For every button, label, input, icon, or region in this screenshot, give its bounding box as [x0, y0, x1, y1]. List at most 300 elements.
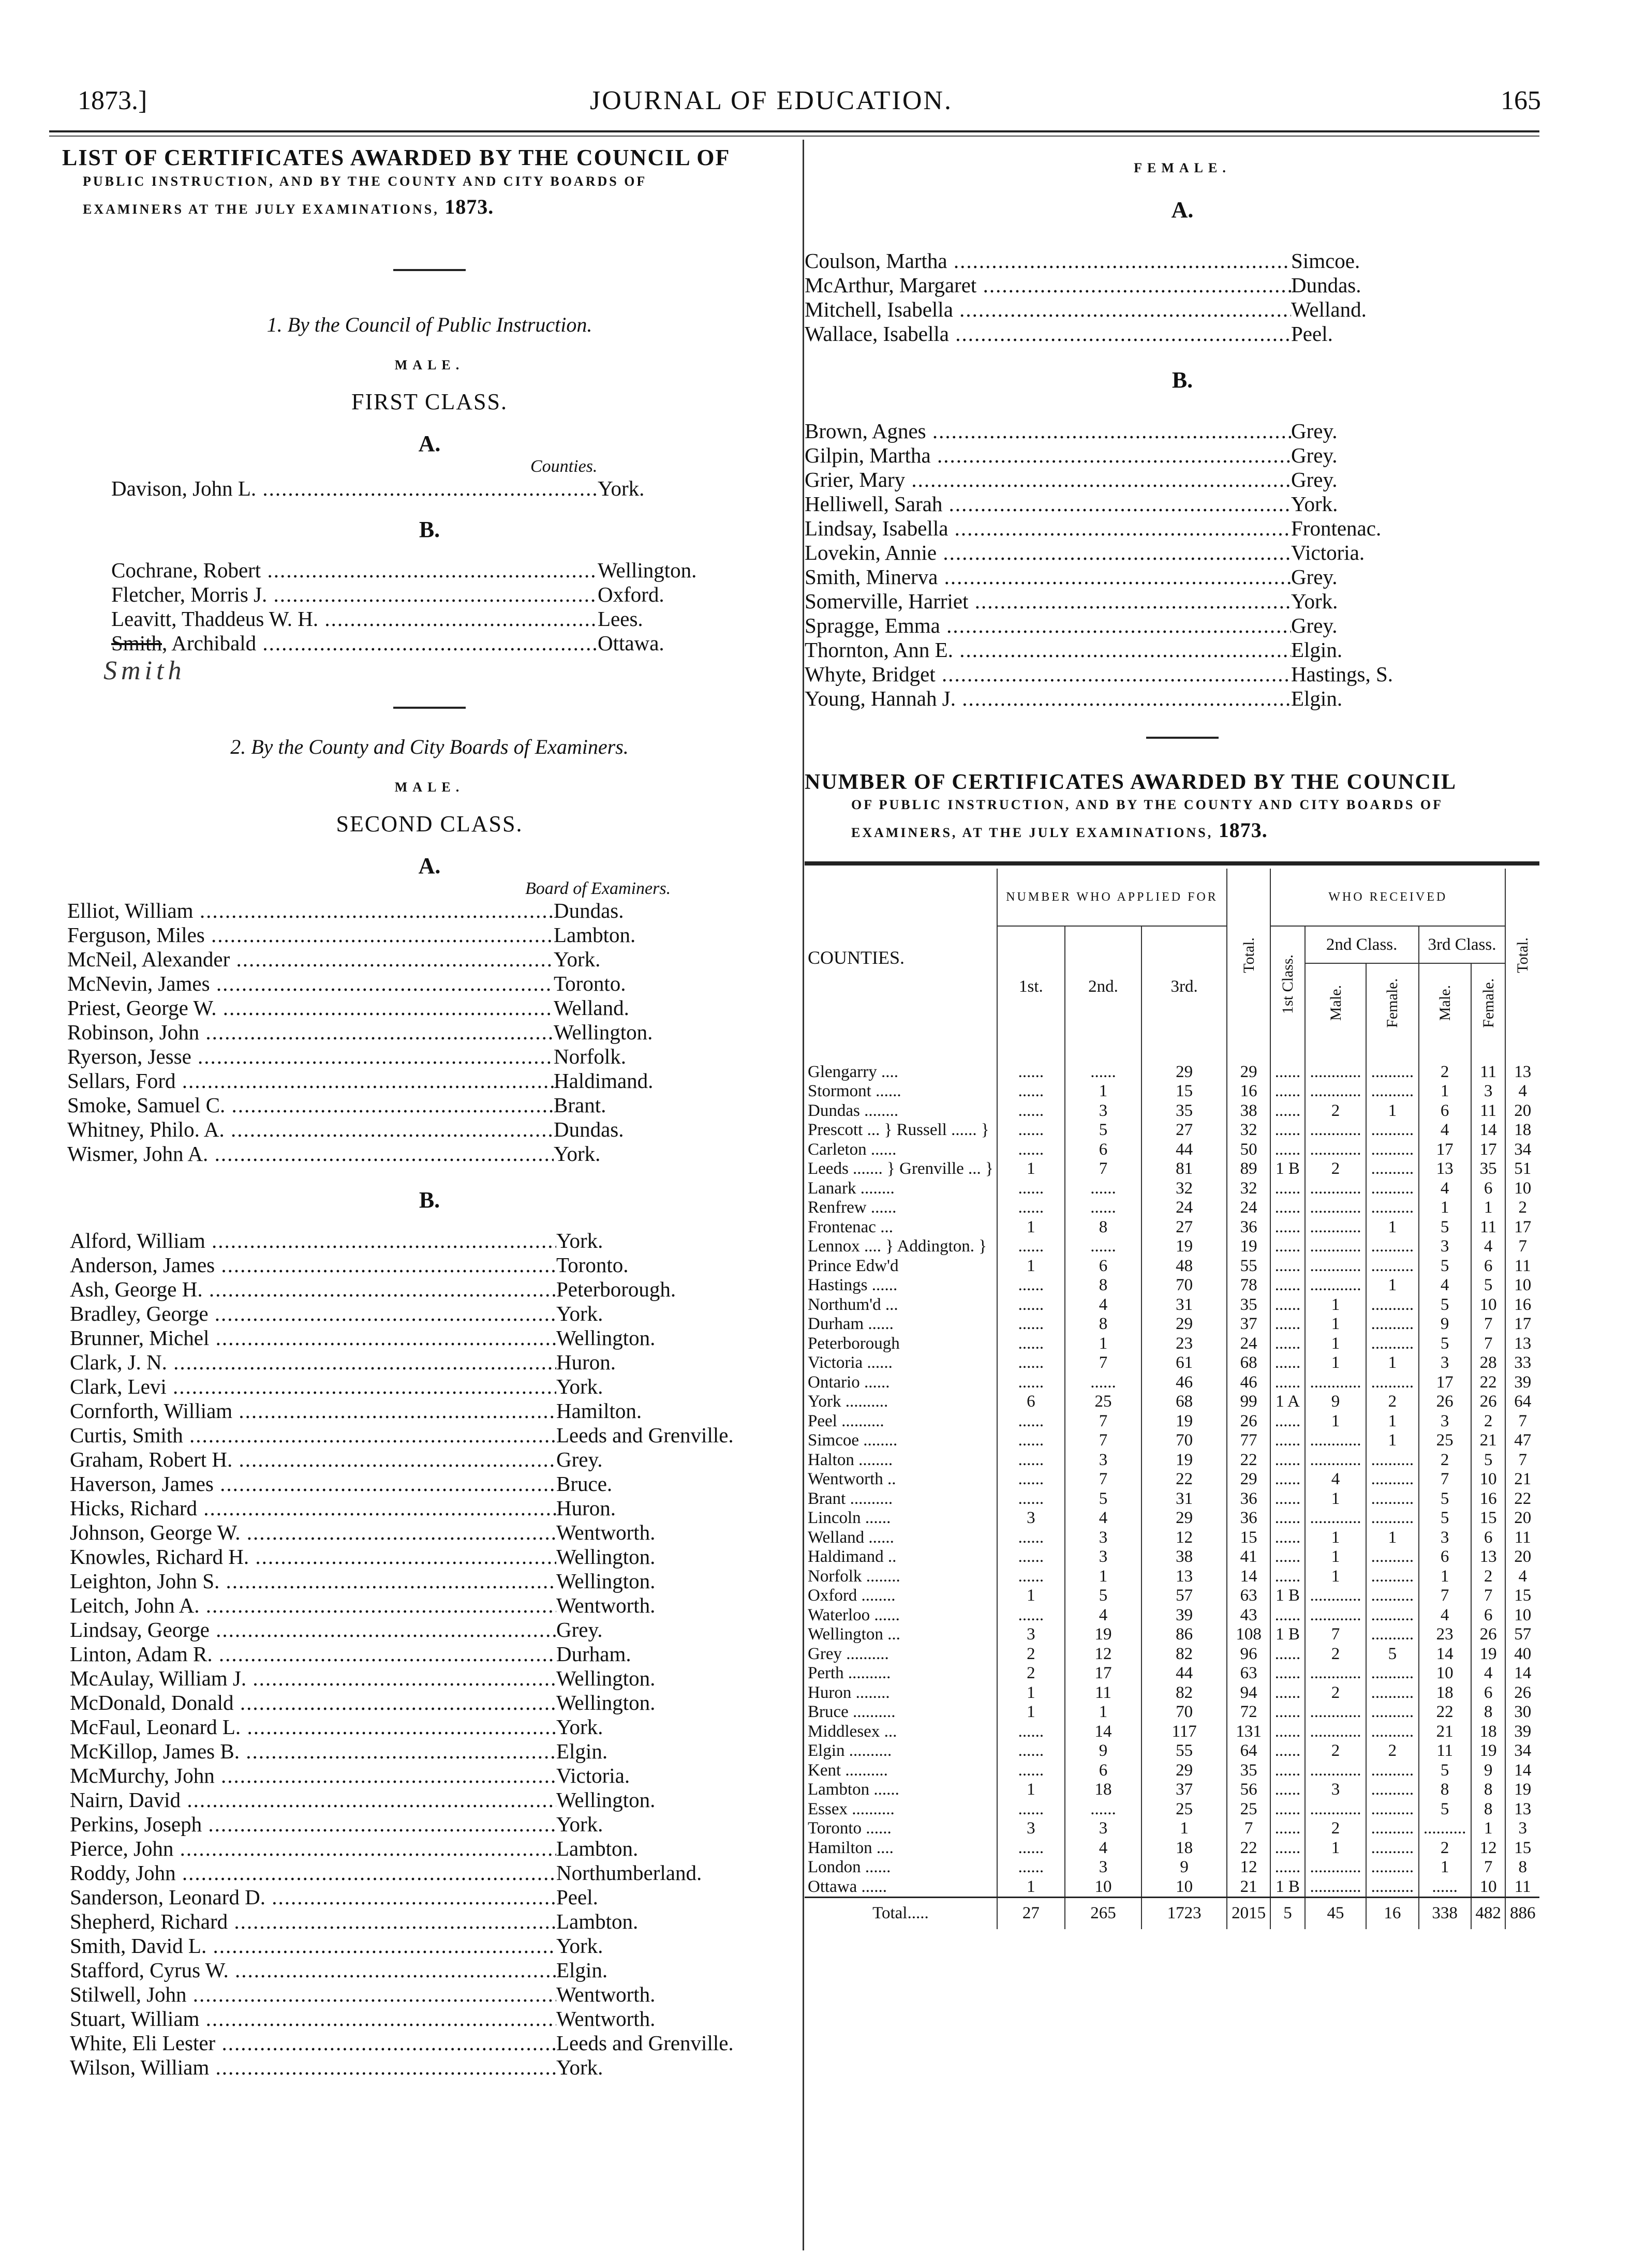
cell-applied-2nd: 7 — [1065, 1470, 1141, 1489]
list-item — [70, 2055, 797, 2080]
cell-first-class: ...... — [1270, 1644, 1305, 1664]
cell-received-total: 10 — [1505, 1605, 1539, 1625]
cell-second-male: ............ — [1305, 1062, 1367, 1082]
cell-third-female: 12 — [1471, 1838, 1506, 1858]
cell-applied-1st: ...... — [997, 1431, 1065, 1451]
cell-applied-3rd: 37 — [1141, 1780, 1227, 1800]
list-item — [111, 558, 797, 583]
cell-county: Brant .......... — [808, 1489, 893, 1508]
list-subtitle-2 — [62, 191, 797, 222]
cell-applied-1st: ...... — [997, 1566, 1065, 1586]
cell-received-total: 886 — [1505, 1897, 1539, 1929]
cell-received-total: 22 — [1505, 1489, 1539, 1509]
cell-applied-2nd: ...... — [1065, 1372, 1141, 1392]
cell-applied-1st: ...... — [997, 1411, 1065, 1431]
cell-applied-3rd: 48 — [1141, 1256, 1227, 1276]
entry-name: Cornforth, William ..... — [70, 1399, 556, 1423]
struck-entry-name — [111, 631, 598, 655]
cell-third-female: 35 — [1471, 1159, 1506, 1179]
list-item — [70, 1593, 797, 1618]
cell-second-male: ............ — [1305, 1605, 1367, 1625]
cell-third-male: 13 — [1419, 1159, 1471, 1179]
entry-place: Wellington. — [556, 1544, 656, 1569]
th-2nd-class: 2nd Class. — [1305, 926, 1419, 963]
cell-applied-1st: ...... — [997, 1547, 1065, 1567]
list-item — [70, 1520, 797, 1545]
cell-applied-2nd: ...... — [1065, 1799, 1141, 1819]
spacer-cell — [1305, 1047, 1367, 1062]
entry-name: Spragge, Emma ..... — [805, 614, 1291, 638]
list-item — [70, 1885, 797, 1909]
list-item — [70, 1837, 797, 1861]
cell-second-male: ............ — [1305, 1121, 1367, 1140]
th-3rd-class: 3rd Class. — [1419, 926, 1506, 963]
cell-received-total: 7 — [1505, 1450, 1539, 1470]
entry-place: Wellington. — [556, 1787, 656, 1812]
cell-third-female: 6 — [1471, 1178, 1506, 1198]
entry-name: Priest, George W. ..... — [67, 996, 554, 1020]
cell-applied-2nd: 12 — [1065, 1644, 1141, 1664]
entry-name: Linton, Adam R. ..... — [70, 1642, 556, 1666]
cell-first-class: ...... — [1270, 1372, 1305, 1392]
list-item — [70, 1302, 797, 1326]
cell-first-class: ...... — [1270, 1664, 1305, 1683]
entry-place: Wellington. — [556, 1569, 656, 1593]
cell-second-female: 1 — [1366, 1101, 1418, 1121]
cell-county: Wentworth .. — [808, 1470, 896, 1489]
cell-first-class: ...... — [1270, 1509, 1305, 1528]
table-row — [805, 1276, 1539, 1295]
cell-applied-total: 7 — [1227, 1819, 1270, 1839]
entry-place: Lambton. — [554, 922, 636, 947]
cell-first-class: ...... — [1270, 1838, 1305, 1858]
entry-place: Elgin. — [556, 1739, 608, 1763]
cell-third-female: 14 — [1471, 1121, 1506, 1140]
cell-applied-3rd: 31 — [1141, 1489, 1227, 1509]
cell-second-male: ............ — [1305, 1722, 1367, 1741]
cell-first-class: ...... — [1270, 1780, 1305, 1800]
cell-applied-total: 38 — [1227, 1101, 1270, 1121]
table-row — [805, 1819, 1539, 1839]
cell-second-female: .......... — [1366, 1722, 1418, 1741]
cell-first-class: ...... — [1270, 1431, 1305, 1451]
cell-applied-3rd: 31 — [1141, 1295, 1227, 1315]
cell-second-male: ............ — [1305, 1431, 1367, 1451]
cell-second-female: .......... — [1366, 1315, 1418, 1334]
cell-second-male: 1 — [1305, 1295, 1367, 1315]
entry-name: McNevin, James ..... — [67, 972, 554, 996]
list-item — [70, 1496, 797, 1520]
cell-applied-total: 41 — [1227, 1547, 1270, 1567]
cell-third-female: 8 — [1471, 1780, 1506, 1800]
cell-second-male: 1 — [1305, 1334, 1367, 1353]
cell-third-female: 2 — [1471, 1411, 1506, 1431]
cell-third-female: 11 — [1471, 1101, 1506, 1121]
cell-third-female: 16 — [1471, 1489, 1506, 1509]
cell-second-female: .......... — [1366, 1566, 1418, 1586]
cell-applied-1st: ...... — [997, 1489, 1065, 1509]
cell-applied-3rd: 70 — [1141, 1703, 1227, 1722]
cell-county: Dundas ........ — [808, 1101, 899, 1120]
cell-applied-1st: ...... — [997, 1178, 1065, 1198]
cell-applied-3rd: 15 — [1141, 1082, 1227, 1101]
cell-county: Lincoln ...... — [808, 1509, 891, 1528]
table-title: NUMBER OF CERTIFICATES AWARDED BY THE COUNCIL — [805, 770, 1457, 794]
table-row — [805, 1159, 1539, 1179]
entry-name: Elliot, William ..... — [67, 899, 554, 923]
entry-place: York. — [1291, 589, 1338, 613]
cell-received-total: 14 — [1505, 1664, 1539, 1683]
entry-name: Stilwell, John ..... — [70, 1982, 556, 2007]
cell-second-female: .......... — [1366, 1509, 1418, 1528]
handwritten-annotation: Smith — [103, 655, 186, 685]
table-top-rule — [805, 861, 1539, 866]
cell-applied-2nd: 6 — [1065, 1760, 1141, 1780]
header-rule — [49, 130, 1539, 132]
entry-place: Dundas. — [1291, 273, 1361, 297]
cell-third-male: 6 — [1419, 1101, 1471, 1121]
cell-second-female: .......... — [1366, 1877, 1418, 1897]
cell-second-male: ............ — [1305, 1450, 1367, 1470]
cell-applied-2nd: ...... — [1065, 1178, 1141, 1198]
cell-received-total: 40 — [1505, 1644, 1539, 1664]
cell-applied-total: 36 — [1227, 1509, 1270, 1528]
cell-county: Grey .......... — [808, 1644, 889, 1663]
entry-name: Hicks, Richard ..... — [70, 1496, 556, 1520]
cell-received-total: 57 — [1505, 1625, 1539, 1645]
spacer-cell — [805, 1047, 997, 1062]
entry-place: Elgin. — [556, 1958, 608, 1982]
cell-applied-3rd: 27 — [1141, 1121, 1227, 1140]
cell-applied-1st: ...... — [997, 1334, 1065, 1353]
cell-first-class: ...... — [1270, 1683, 1305, 1703]
list-item — [805, 516, 1560, 541]
cell-applied-3rd: 24 — [1141, 1198, 1227, 1218]
cell-second-male: 2 — [1305, 1819, 1367, 1839]
cell-second-male: ............ — [1305, 1082, 1367, 1101]
cell-county: Kent .......... — [808, 1760, 888, 1780]
cell-applied-3rd: 1 — [1141, 1819, 1227, 1839]
table-row — [805, 1295, 1539, 1315]
cell-first-class: ...... — [1270, 1178, 1305, 1198]
cell-applied-1st: 1 — [997, 1683, 1065, 1703]
cell-applied-2nd: 7 — [1065, 1353, 1141, 1373]
cell-county: Prescott ... } Russell ...... } — [808, 1121, 989, 1140]
cell-received-total: 7 — [1505, 1237, 1539, 1257]
table-row — [805, 1178, 1539, 1198]
entry-place: Elgin. — [1291, 687, 1343, 710]
cell-county: Oxford ........ — [808, 1586, 896, 1605]
cell-second-female: .......... — [1366, 1489, 1418, 1509]
cell-applied-3rd: 23 — [1141, 1334, 1227, 1353]
cell-third-female: 26 — [1471, 1392, 1506, 1412]
entry-name: Brunner, Michel ..... — [70, 1326, 556, 1350]
cell-second-male: 2 — [1305, 1101, 1367, 1121]
cell-applied-1st: ...... — [997, 1276, 1065, 1295]
cell-received-total: 15 — [1505, 1586, 1539, 1606]
cell-first-class: ...... — [1270, 1799, 1305, 1819]
cell-applied-1st: ...... — [997, 1237, 1065, 1257]
entry-name: Ash, George H. ..... — [70, 1277, 556, 1302]
female-b-heading: B. — [1172, 367, 1193, 393]
cell-third-male: 23 — [1419, 1625, 1471, 1645]
cell-applied-1st: ...... — [997, 1082, 1065, 1101]
first-class-b-heading: B. — [419, 516, 440, 542]
section-1-heading: 1. By the Council of Public Instruction. — [266, 312, 592, 336]
cell-applied-2nd: 7 — [1065, 1431, 1141, 1451]
list-item — [70, 1423, 797, 1448]
cell-county: Hastings ...... — [808, 1276, 898, 1295]
entry-place: Peel. — [1291, 322, 1333, 346]
list-item — [70, 1326, 797, 1350]
cell-second-female: .......... — [1366, 1450, 1418, 1470]
cell-applied-3rd: 35 — [1141, 1101, 1227, 1121]
cell-second-male: ............ — [1305, 1217, 1367, 1237]
list-item — [805, 638, 1560, 662]
th-applied: NUMBER WHO APPLIED FOR — [997, 869, 1227, 926]
cell-first-class: ...... — [1270, 1101, 1305, 1121]
cell-second-male: 45 — [1305, 1897, 1367, 1929]
cell-applied-3rd: 61 — [1141, 1353, 1227, 1373]
cell-third-female: 8 — [1471, 1799, 1506, 1819]
cell-third-male: 10 — [1419, 1664, 1471, 1683]
entry-name: Alford, William ..... — [70, 1229, 556, 1253]
cell-third-male: 22 — [1419, 1703, 1471, 1722]
entry-place: Wellington. — [598, 558, 697, 582]
second-class-a-list — [67, 899, 797, 1166]
cell-county: Middlesex ... — [808, 1722, 897, 1741]
cell-second-female: .......... — [1366, 1237, 1418, 1257]
entry-name: Helliwell, Sarah ..... — [805, 492, 1291, 516]
spacer-cell — [1227, 1047, 1270, 1062]
list-item — [805, 468, 1560, 492]
cell-applied-3rd: 38 — [1141, 1547, 1227, 1567]
cell-third-male: 3 — [1419, 1528, 1471, 1547]
list-item — [805, 297, 1560, 322]
cell-second-male: ............ — [1305, 1799, 1367, 1819]
cell-second-female: .......... — [1366, 1838, 1418, 1858]
cell-applied-1st: ...... — [997, 1741, 1065, 1761]
spacer-cell — [1505, 1047, 1539, 1062]
cell-applied-1st: 1 — [997, 1217, 1065, 1237]
cell-applied-total: 32 — [1227, 1178, 1270, 1198]
table-row — [805, 1372, 1539, 1392]
entry-name: Whitney, Philo. A. ..... — [67, 1117, 554, 1142]
list-item — [70, 1958, 797, 1982]
cell-received-total: 13 — [1505, 1334, 1539, 1353]
cell-county: Ottawa ...... — [808, 1877, 887, 1896]
cell-second-female: .......... — [1366, 1334, 1418, 1353]
cell-applied-1st: ...... — [997, 1528, 1065, 1547]
spacer-cell — [1366, 1047, 1418, 1062]
cell-applied-2nd: 8 — [1065, 1276, 1141, 1295]
cell-applied-1st: ...... — [997, 1101, 1065, 1121]
entry-place: York. — [556, 1228, 603, 1252]
list-item — [70, 2007, 797, 2031]
cell-applied-total: 14 — [1227, 1566, 1270, 1586]
cell-county: Prince Edw'd — [808, 1256, 899, 1275]
cell-third-female: 9 — [1471, 1760, 1506, 1780]
table-row — [805, 1140, 1539, 1159]
th-female-text: Female. — [1384, 978, 1401, 1028]
cell-first-class: 1 B — [1270, 1625, 1305, 1645]
cell-applied-total: 43 — [1227, 1605, 1270, 1625]
cell-county: Lanark ........ — [808, 1178, 895, 1198]
cell-third-female: 17 — [1471, 1140, 1506, 1159]
entry-name: Curtis, Smith ..... — [70, 1423, 556, 1448]
table-subtitle-1: OF PUBLIC INSTRUCTION, AND BY THE COUNTY AND CITY BOARDS OF — [851, 797, 1443, 813]
cell-received-total: 16 — [1505, 1295, 1539, 1315]
cell-county: Leeds ....... } Grenville ... } — [808, 1159, 994, 1178]
cell-second-female: .......... — [1366, 1121, 1418, 1140]
cell-first-class: ...... — [1270, 1121, 1305, 1140]
entry-place: Brant. — [554, 1093, 606, 1117]
cell-first-class: ...... — [1270, 1470, 1305, 1489]
cell-second-female: 2 — [1366, 1741, 1418, 1761]
cell-third-male: ...... — [1419, 1877, 1471, 1897]
cell-applied-3rd: 44 — [1141, 1664, 1227, 1683]
table-row — [805, 1605, 1539, 1625]
cell-applied-2nd: 7 — [1065, 1411, 1141, 1431]
cell-applied-1st: ...... — [997, 1799, 1065, 1819]
cell-third-female: 5 — [1471, 1450, 1506, 1470]
cell-county: Bruce .......... — [808, 1703, 896, 1722]
cell-third-female: 21 — [1471, 1431, 1506, 1451]
entry-place: Grey. — [1291, 614, 1338, 637]
cell-applied-3rd: 29 — [1141, 1509, 1227, 1528]
cell-second-female: 1 — [1366, 1411, 1418, 1431]
list-item — [70, 1861, 797, 1885]
cell-county: Toronto ...... — [808, 1819, 892, 1838]
cell-third-male: 5 — [1419, 1295, 1471, 1315]
cell-third-female: 26 — [1471, 1625, 1506, 1645]
table-row — [805, 1799, 1539, 1819]
struck-given-name: , Archibald — [161, 631, 257, 655]
cell-received-total: 8 — [1505, 1858, 1539, 1877]
entry-name: Cochrane, Robert ..... — [111, 558, 598, 583]
spacer-cell — [1419, 1047, 1471, 1062]
cell-applied-total: 64 — [1227, 1741, 1270, 1761]
list-item — [67, 972, 797, 996]
cell-applied-2nd: 3 — [1065, 1819, 1141, 1839]
cell-applied-1st: ...... — [997, 1722, 1065, 1741]
cell-applied-3rd: 57 — [1141, 1586, 1227, 1606]
entry-name: Wismer, John A. ..... — [67, 1142, 554, 1166]
cell-applied-1st: ...... — [997, 1372, 1065, 1392]
cell-received-total: 18 — [1505, 1121, 1539, 1140]
cell-second-male: 1 — [1305, 1315, 1367, 1334]
section-2-heading: 2. By the County and City Boards of Examiners. — [230, 735, 629, 758]
table-row — [805, 1838, 1539, 1858]
cell-third-male: 5 — [1419, 1799, 1471, 1819]
cell-applied-total: 24 — [1227, 1334, 1270, 1353]
cell-applied-total: 108 — [1227, 1625, 1270, 1645]
entry-name: Perkins, Joseph ..... — [70, 1812, 556, 1837]
cell-third-female: 10 — [1471, 1470, 1506, 1489]
cell-second-female: 1 — [1366, 1431, 1418, 1451]
cell-second-male: 1 — [1305, 1566, 1367, 1586]
table-row — [805, 1450, 1539, 1470]
cell-first-class: ...... — [1270, 1819, 1305, 1839]
cell-third-male: 4 — [1419, 1276, 1471, 1295]
cell-county: Huron ........ — [808, 1683, 890, 1702]
cell-county: Renfrew ...... — [808, 1198, 897, 1217]
cell-second-male: 9 — [1305, 1392, 1367, 1412]
spacer-cell — [1270, 1047, 1305, 1062]
cell-third-female: 4 — [1471, 1664, 1506, 1683]
cell-second-male: 1 — [1305, 1838, 1367, 1858]
entry-name: Clark, Levi ..... — [70, 1375, 556, 1399]
cell-second-female: .......... — [1366, 1140, 1418, 1159]
cell-applied-2nd: 3 — [1065, 1528, 1141, 1547]
entry-name: Ferguson, Miles ..... — [67, 923, 554, 947]
entry-name: Sanderson, Leonard D. ..... — [70, 1885, 556, 1909]
table-row — [805, 1315, 1539, 1334]
entry-place: Wentworth. — [556, 1982, 656, 2006]
cell-applied-2nd: 17 — [1065, 1664, 1141, 1683]
entry-place: York. — [598, 476, 645, 500]
entry-place: Grey. — [556, 1447, 603, 1471]
entry-place: Grey. — [1291, 565, 1338, 589]
table-row — [805, 1683, 1539, 1703]
list-item — [805, 492, 1560, 516]
cell-applied-2nd: 9 — [1065, 1741, 1141, 1761]
cell-first-class: ...... — [1270, 1489, 1305, 1509]
cell-second-male: ............ — [1305, 1372, 1367, 1392]
cell-second-female: .......... — [1366, 1703, 1418, 1722]
cell-applied-total: 22 — [1227, 1838, 1270, 1858]
cell-applied-2nd: 8 — [1065, 1217, 1141, 1237]
female-a-list — [805, 249, 1560, 346]
cell-applied-3rd: 32 — [1141, 1178, 1227, 1198]
cell-applied-2nd: 1 — [1065, 1334, 1141, 1353]
entry-name: Haverson, James ..... — [70, 1472, 556, 1496]
table-row — [805, 1722, 1539, 1741]
table-row — [805, 1062, 1539, 1082]
cell-applied-1st: 27 — [997, 1897, 1065, 1929]
cell-second-female: .......... — [1366, 1780, 1418, 1800]
cell-second-female: .......... — [1366, 1586, 1418, 1606]
entry-place: Lees. — [598, 606, 643, 631]
cell-applied-1st: 3 — [997, 1819, 1065, 1839]
cell-applied-3rd: 29 — [1141, 1062, 1227, 1082]
entry-place: Grey. — [1291, 419, 1338, 443]
cell-second-male: 1 — [1305, 1528, 1367, 1547]
cell-third-female: 6 — [1471, 1528, 1506, 1547]
cell-second-female: .......... — [1366, 1470, 1418, 1489]
header-journal-title: JOURNAL OF EDUCATION. — [590, 86, 953, 115]
cell-first-class: ...... — [1270, 1741, 1305, 1761]
cell-applied-total: 99 — [1227, 1392, 1270, 1412]
cell-received-total: 17 — [1505, 1217, 1539, 1237]
list-item — [67, 1093, 797, 1117]
cell-second-female: 1 — [1366, 1276, 1418, 1295]
cell-second-male: ............ — [1305, 1586, 1367, 1606]
second-class-heading: SECOND CLASS. — [336, 811, 523, 837]
cell-applied-1st: 1 — [997, 1703, 1065, 1722]
cell-applied-2nd: 10 — [1065, 1877, 1141, 1897]
cell-applied-total: 2015 — [1227, 1897, 1270, 1929]
cell-third-female: 6 — [1471, 1683, 1506, 1703]
entry-name: Davison, John L. ..... — [111, 476, 598, 501]
th-male-text: Male. — [1327, 985, 1344, 1021]
spacer-cell — [997, 1047, 1065, 1062]
cell-county: Northum'd ... — [808, 1295, 898, 1314]
entry-name: McAulay, William J. ..... — [70, 1666, 556, 1691]
cell-first-class: ...... — [1270, 1334, 1305, 1353]
entry-name: Leitch, John A. ..... — [70, 1593, 556, 1618]
cell-applied-2nd: 6 — [1065, 1256, 1141, 1276]
